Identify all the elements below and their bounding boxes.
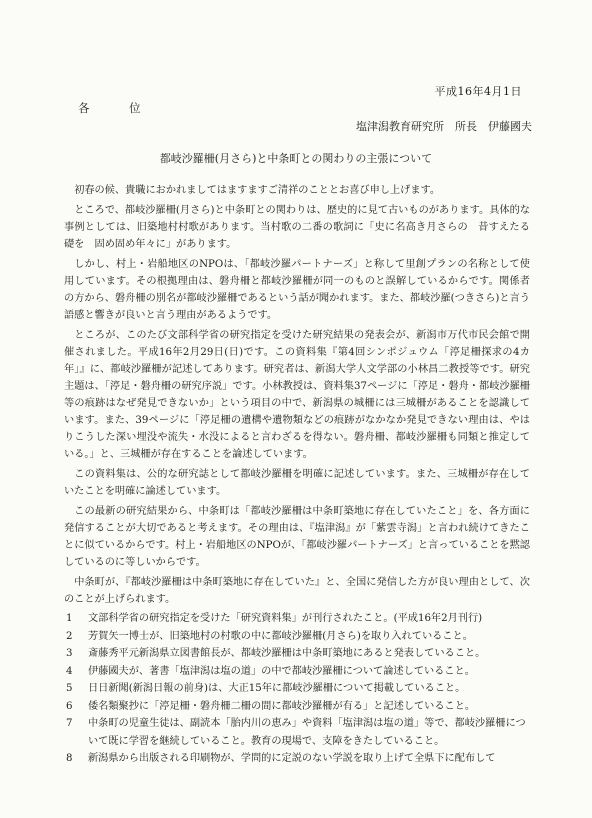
list-item (64, 645, 530, 663)
sender: 塩津潟教育研究所 所長 伊藤國夫 (356, 120, 532, 133)
list-item (64, 715, 530, 750)
paragraph: この最新の研究結果から、中条町は「都岐沙羅柵は中条町築地に存在していたこと」を、各方面に発信することが大切であると考えます。その理由は、『塩津潟』が「紫雲寺潟」と言われ続けてきたことに似ているからです。村上・岩船地区のNPOが、「都岐沙羅パートナーズ」と言っていることを黙認しているのに等しいからです。 (64, 506, 530, 568)
list-item (64, 680, 530, 698)
addressee: 各 位 (78, 101, 155, 115)
paragraph-greeting: 初春の候、貴職におかれましてはますますご清祥のこととお喜び申し上げます。 (74, 185, 441, 196)
list-item-text: 中条町の児童生徒は、副読本「胎内川の恵み」や資料「塩津潟は塩の道」等で、都岐沙羅柵について既に学習を継続していること。教育の現場で、支障をきたしていること。 (88, 718, 526, 747)
paragraph: この資料集は、公的な研究誌として都岐沙羅柵を明確に記述しています。また、三城柵が存在していたことを明確に論述しています。 (64, 469, 530, 497)
list-item (64, 663, 530, 681)
list-item-number: 8 (66, 753, 73, 764)
list-item-text: 芳賀矢一博士が、旧築地村の村歌の中に都岐沙羅柵(月さら)を取り入れていること。 (88, 630, 473, 642)
list-item-number: 2 (66, 630, 73, 642)
list-item (64, 628, 530, 646)
list-item-number: 3 (66, 648, 73, 659)
list-item-number: 5 (66, 683, 73, 694)
list-item-text: 新潟県から出版される印刷物が、学問的に定説のない学説を取り上げて全県下に配布して (88, 753, 496, 764)
paragraph: ところで、都岐沙羅柵(月さら)と中条町との関わりは、歴史的に見て古いものがあります。具体的な事例としては、旧築地村村歌があります。当村歌の二番の歌詞に「史に名高き月さらの 昔すえたる礎を 固め固め年々に」があります。 (64, 205, 530, 250)
list-item-text: 日日新聞(新潟日報の前身)は、大正15年に都岐沙羅柵について掲載していること。 (88, 683, 466, 694)
list-item (64, 750, 530, 768)
list-item-number: 4 (66, 665, 73, 677)
list-item-text: 伊藤國夫が、著書「塩津潟は塩の道」の中で都岐沙羅柵について論述していること。 (88, 665, 475, 677)
document-body (64, 182, 530, 768)
document-subject: 都岐沙羅柵(月さら)と中条町との関わりの主張について (159, 152, 433, 165)
list-item (64, 610, 530, 628)
paragraph: 中条町が、『都岐沙羅柵は中条町築地に存在していた』と、全国に発信した方が良い理由として、次のことが上げられます。 (64, 577, 530, 605)
list-item-number: 7 (66, 718, 73, 729)
list-item-number: 1 (66, 613, 73, 624)
list-item-text: 倭名類聚抄に「渟足柵・磐舟柵二柵の間に都岐沙羅柵が有る」と記述していること。 (88, 700, 476, 712)
document-date: 平成16年4月1日 (434, 85, 522, 98)
paragraph: しかし、村上・岩船地区のNPOは、「都岐沙羅パートナーズ」と称して里創プランの名称として使用しています。その根拠理由は、磐舟柵と都岐沙羅柵が同一のものと誤解しているからです。関係者の方から、磐舟柵の別名が都岐沙羅柵であるという話が聞かれます。また、都岐沙羅(つきさら)と言う語感と響きが良いと言う理由があるようです。 (64, 259, 530, 321)
list-item-number: 6 (66, 700, 73, 712)
list-item-text: 文部科学省の研究指定を受けた「研究資料集」が刊行されたこと。(平成16年2月刊行) (88, 613, 483, 624)
numbered-list (64, 610, 530, 768)
list-item (64, 698, 530, 716)
paragraph: ところが、このたび文部科学省の研究指定を受けた研究結果の発表会が、新潟市万代市民会館で開催されました。平成16年2月29日(日)です。この資料集『第4回シンポジュウム「渟足柵探求の4カ年」』に、都岐沙羅柵が記述してあります。研究者は、新潟大学人文学部の小林昌二教授等です。研究主題は、「渟足・磐舟柵の研究序説」です。小林教授は、資料集37ページに「渟足・磐舟・都岐沙羅柵等の痕跡はなぜ発見できないか」という項目の中で、新潟県の城柵には三城柵があることを認識しています。また、39ページに「渟足柵の遺構や遺物類などの痕跡がなかなか発見できない理由は、やはりこうした深い埋没や流失・水没によると言わざるを得ない。磐舟柵、都岐沙羅柵も同類と推定している。」と、三城柵が存在することを論述しています。 (64, 330, 530, 460)
list-item-text: 斎藤秀平元新潟県立図書館長が、都岐沙羅柵は中条町築地にあると発表していること。 (88, 648, 486, 659)
